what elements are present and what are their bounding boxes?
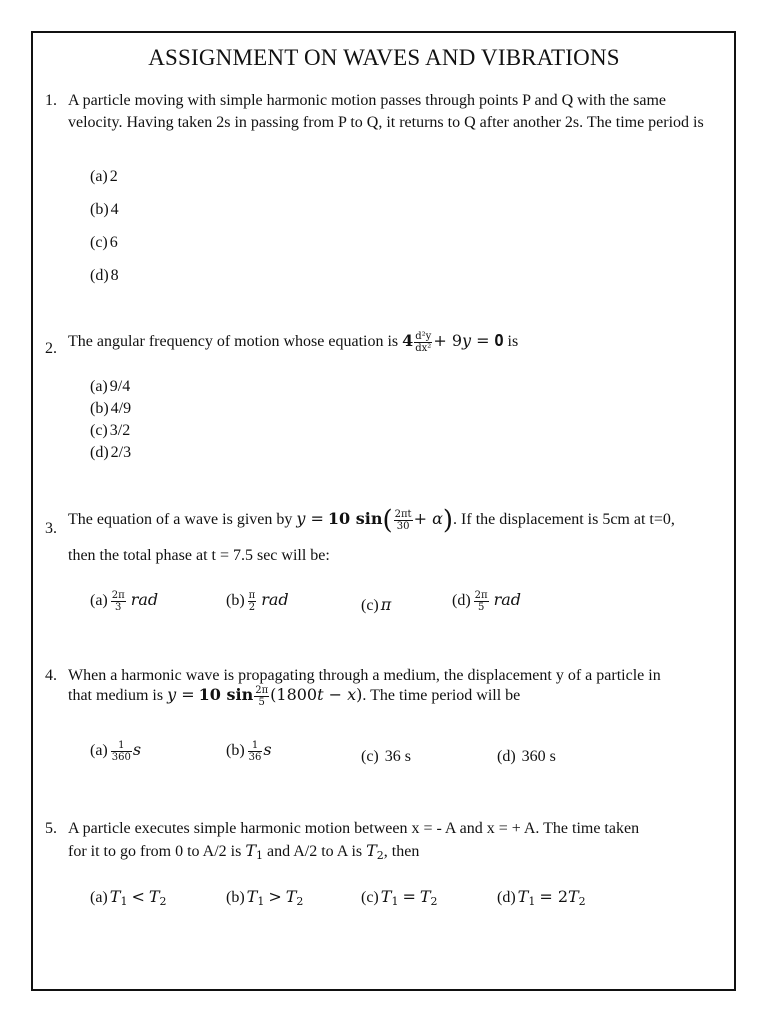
question-text: then the total phase at t = 7.5 sec will be:: [68, 547, 330, 564]
option-label: (a): [90, 742, 108, 760]
q1-option-d[interactable]: [90, 267, 119, 285]
question-text: A particle executes simple harmonic motion between x = - A and x = + A. The time taken: [68, 820, 640, 837]
option-label: (d): [90, 444, 109, 461]
option-value: 4/9: [110, 400, 132, 417]
q3-option-d[interactable]: [452, 590, 521, 613]
question-number: 4.: [45, 667, 57, 684]
q1-option-b[interactable]: [90, 201, 119, 219]
option-label: (d): [497, 889, 516, 906]
option-label: (d): [497, 748, 516, 765]
option-label: (c): [90, 234, 108, 251]
equation-rest: (1800𝑡 − 𝑥): [270, 685, 363, 704]
option-fraction: $\frac{\pi}{2}$: [248, 590, 256, 613]
option-unit: rad: [130, 590, 159, 610]
symbol-t2: $T_2$: [366, 841, 384, 862]
option-label: (d): [452, 592, 471, 610]
question-text: for it to go from 0 to A/2 is $T_1$ and A/2 to A is $T_2$, then: [68, 841, 420, 862]
q3-option-b[interactable]: [226, 590, 289, 613]
option-label: (d): [90, 267, 109, 284]
equation-lhs: 𝑦 =: [167, 685, 195, 704]
equation-rest: + 9𝑦 = 𝟎: [433, 331, 504, 350]
question-text: The angular frequency of motion whose equation is 4 $\frac{\text{d²y}}{\text{dx²}}$ + 9𝑦 = 𝟎 is: [68, 330, 519, 354]
q3-option-a[interactable]: [90, 590, 158, 613]
option-value: 360 s: [521, 748, 556, 765]
q5-option-d[interactable]: (d) $T_1 = 2T_2$: [497, 887, 586, 908]
option-value: 9/4: [109, 378, 131, 395]
q2-option-b[interactable]: [90, 400, 131, 418]
equation-fraction: $\frac{\text{d²y}}{\text{dx²}}$: [415, 330, 432, 354]
option-fraction: $\frac{2\pi}{5}$: [474, 590, 488, 613]
option-label: (c): [361, 748, 379, 765]
symbol-t1: $T_1$: [245, 841, 263, 862]
question-number: 5.: [45, 820, 57, 837]
option-label: (a): [90, 168, 108, 185]
q2-option-c[interactable]: [90, 422, 130, 440]
q5-option-a[interactable]: (a) $T_1 < T_2$: [90, 887, 167, 908]
option-unit: rad: [261, 590, 289, 610]
q2-option-a[interactable]: [90, 378, 130, 396]
option-value: π: [380, 595, 392, 614]
equation-function: 10 sin: [198, 685, 254, 704]
option-fraction: $\frac{1}{36}$: [248, 740, 262, 763]
option-value: 8: [110, 267, 119, 284]
page-title: ASSIGNMENT ON WAVES AND VIBRATIONS: [148, 45, 620, 70]
option-label: (b): [226, 742, 245, 760]
option-value: 2/3: [110, 444, 132, 461]
option-unit: s: [132, 740, 142, 760]
question-text: The equation of a wave is given by 𝑦 = 10 sin( $\frac{2\pi t}{30}$ + α). If the displacement is 5cm at t=0,: [68, 505, 675, 536]
option-value: 3/2: [109, 422, 131, 439]
question-number: 3.: [45, 520, 57, 537]
q1-option-a[interactable]: [90, 168, 118, 186]
option-label: (b): [90, 400, 109, 417]
option-label: (c): [361, 889, 379, 906]
q2-option-d[interactable]: [90, 444, 131, 462]
option-value: 2: [109, 168, 118, 185]
q4-option-c[interactable]: [361, 748, 411, 766]
q4-option-d[interactable]: [497, 748, 556, 766]
q5-option-b[interactable]: (b) $T_1 > T_2$: [226, 887, 304, 908]
equation-function: 10 sin: [327, 509, 383, 528]
option-label: (c): [361, 597, 379, 614]
option-label: (a): [90, 889, 108, 906]
option-fraction: $\frac{1}{360}$: [111, 740, 131, 763]
q1-option-c[interactable]: [90, 234, 118, 252]
option-label: (b): [90, 201, 109, 218]
option-unit: s: [263, 740, 272, 760]
q4-option-a[interactable]: [90, 740, 141, 763]
option-label: (b): [226, 889, 245, 906]
option-label: (b): [226, 592, 245, 610]
option-unit: rad: [493, 590, 522, 610]
option-value: 36 s: [384, 748, 411, 765]
question-number: 2.: [45, 340, 57, 357]
question-text: that medium is 𝑦 = 10 sin $\frac{2\pi}{5}$ (1800𝑡 − 𝑥). The time period will be: [68, 684, 521, 708]
equation-fraction: $\frac{2\pi t}{30}$: [394, 508, 412, 532]
option-label: (a): [90, 378, 108, 395]
question-text: When a harmonic wave is propagating through a medium, the displacement y of a particle in: [68, 667, 661, 684]
equation-coefficient: 4: [402, 331, 414, 350]
q4-option-b[interactable]: [226, 740, 272, 763]
question-number: 1.: [45, 92, 57, 109]
equation-fraction: $\frac{2\pi}{5}$: [255, 684, 269, 708]
equation-rest: + α: [413, 509, 443, 528]
equation-lhs: 𝑦 =: [296, 509, 324, 528]
q3-option-c[interactable]: [361, 595, 391, 615]
option-label: (a): [90, 592, 108, 610]
option-value: 6: [109, 234, 118, 251]
option-label: (c): [90, 422, 108, 439]
question-text: A particle moving with simple harmonic motion passes through points P and Q with the same velocity. Having taken 2s in passing from P to Q, it returns to Q after another 2s. The time period is: [68, 92, 704, 131]
q5-option-c[interactable]: (c) $T_1 = T_2$: [361, 887, 438, 908]
option-value: 4: [110, 201, 119, 218]
option-fraction: $\frac{2\pi}{3}$: [111, 590, 125, 613]
